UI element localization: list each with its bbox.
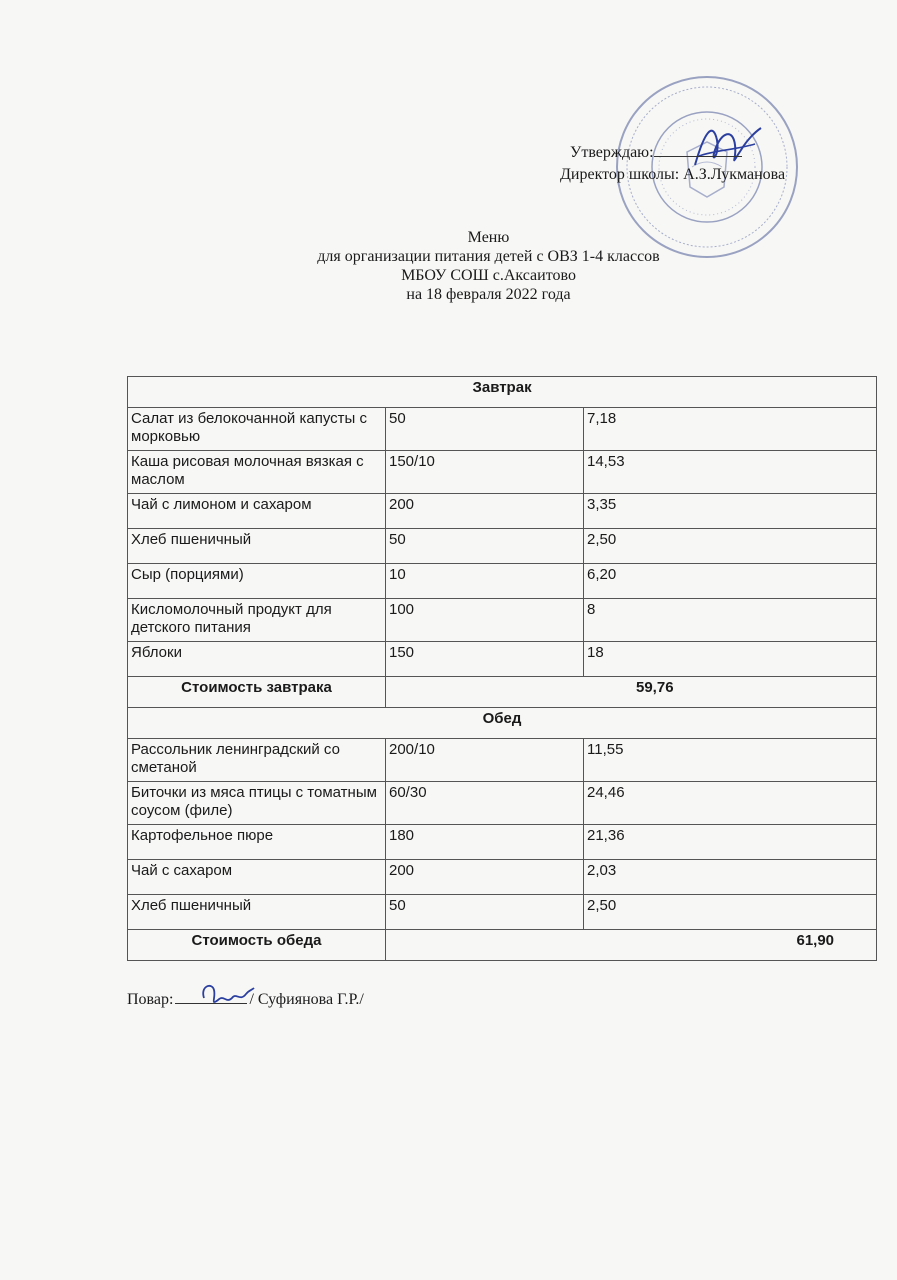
dish-portion: 200/10 bbox=[386, 739, 584, 782]
cook-signoff bbox=[127, 989, 364, 1009]
dish-portion: 60/30 bbox=[386, 782, 584, 825]
table-row bbox=[128, 599, 877, 642]
dish-price: 7,18 bbox=[584, 408, 877, 451]
lunch-total-label: Стоимость обеда bbox=[128, 930, 386, 961]
breakfast-total-label: Стоимость завтрака bbox=[128, 677, 386, 708]
dish-name: Рассольник ленинградский со сметаной bbox=[128, 739, 386, 782]
dish-price: 18 bbox=[584, 642, 877, 677]
table-row bbox=[128, 782, 877, 825]
breakfast-total-value: 59,76 bbox=[386, 677, 877, 708]
dish-portion: 200 bbox=[386, 860, 584, 895]
signature-line bbox=[175, 989, 247, 1004]
table-row bbox=[128, 642, 877, 677]
dish-price: 2,03 bbox=[584, 860, 877, 895]
dish-name: Биточки из мяса птицы с томатным соусом (филе) bbox=[128, 782, 386, 825]
signature-line bbox=[654, 142, 742, 157]
dish-portion: 150/10 bbox=[386, 451, 584, 494]
menu-table bbox=[127, 376, 877, 961]
table-row bbox=[128, 739, 877, 782]
dish-name: Кисломолочный продукт для детского питания bbox=[128, 599, 386, 642]
title-school: МБОУ СОШ с.Аксаитово bbox=[401, 267, 576, 284]
document-title bbox=[0, 228, 897, 304]
lunch-heading-row bbox=[128, 708, 877, 739]
dish-name: Чай с лимоном и сахаром bbox=[128, 494, 386, 529]
table-row bbox=[128, 860, 877, 895]
dish-name: Хлеб пшеничный bbox=[128, 895, 386, 930]
breakfast-total-row bbox=[128, 677, 877, 708]
approval-block bbox=[560, 142, 785, 186]
dish-portion: 180 bbox=[386, 825, 584, 860]
director-name: А.З.Лукманова bbox=[683, 166, 786, 183]
dish-portion: 100 bbox=[386, 599, 584, 642]
table-row bbox=[128, 408, 877, 451]
dish-portion: 10 bbox=[386, 564, 584, 599]
approve-label: Утверждаю: bbox=[570, 144, 654, 161]
dish-name: Сыр (порциями) bbox=[128, 564, 386, 599]
dish-portion: 150 bbox=[386, 642, 584, 677]
cook-label: Повар: bbox=[127, 991, 174, 1008]
dish-price: 6,20 bbox=[584, 564, 877, 599]
cook-name: / Суфиянова Г.Р./ bbox=[249, 991, 364, 1008]
table-row bbox=[128, 494, 877, 529]
dish-portion: 50 bbox=[386, 895, 584, 930]
lunch-total-row bbox=[128, 930, 877, 961]
table-row bbox=[128, 529, 877, 564]
dish-name: Картофельное пюре bbox=[128, 825, 386, 860]
dish-name: Чай с сахаром bbox=[128, 860, 386, 895]
title-date: на 18 февраля 2022 года bbox=[406, 286, 571, 303]
table-row bbox=[128, 825, 877, 860]
dish-price: 8 bbox=[584, 599, 877, 642]
breakfast-heading-row bbox=[128, 377, 877, 408]
dish-price: 14,53 bbox=[584, 451, 877, 494]
table-row bbox=[128, 564, 877, 599]
title-menu: Меню bbox=[467, 229, 510, 246]
table-row bbox=[128, 451, 877, 494]
dish-portion: 50 bbox=[386, 529, 584, 564]
lunch-heading: Обед bbox=[128, 708, 877, 739]
dish-price: 3,35 bbox=[584, 494, 877, 529]
dish-price: 2,50 bbox=[584, 895, 877, 930]
dish-name: Яблоки bbox=[128, 642, 386, 677]
director-label: Директор школы: bbox=[560, 166, 680, 183]
dish-name: Хлеб пшеничный bbox=[128, 529, 386, 564]
dish-price: 24,46 bbox=[584, 782, 877, 825]
dish-name: Каша рисовая молочная вязкая с маслом bbox=[128, 451, 386, 494]
lunch-total-value: 61,90 bbox=[386, 930, 877, 961]
breakfast-heading: Завтрак bbox=[128, 377, 877, 408]
dish-portion: 50 bbox=[386, 408, 584, 451]
dish-price: 2,50 bbox=[584, 529, 877, 564]
dish-price: 21,36 bbox=[584, 825, 877, 860]
dish-price: 11,55 bbox=[584, 739, 877, 782]
table-row bbox=[128, 895, 877, 930]
title-purpose: для организации питания детей с ОВЗ 1-4 классов bbox=[317, 248, 660, 265]
dish-portion: 200 bbox=[386, 494, 584, 529]
dish-name: Салат из белокочанной капусты с морковью bbox=[128, 408, 386, 451]
